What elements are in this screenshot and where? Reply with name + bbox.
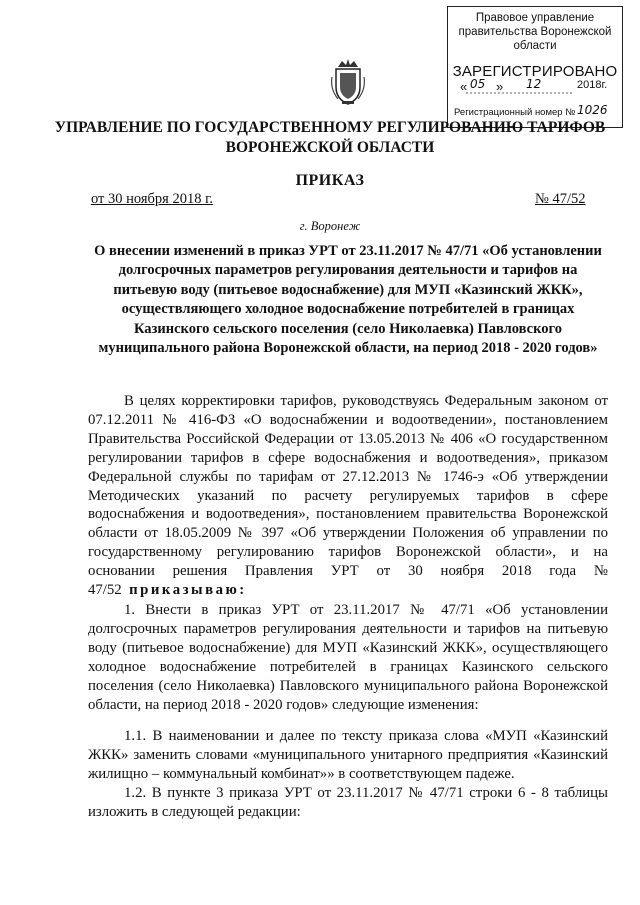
stamp-reg-number xyxy=(454,103,620,118)
order-date: от 30 ноября 2018 г. xyxy=(91,191,214,207)
registration-stamp xyxy=(447,6,623,128)
stamp-registered: ЗАРЕГИСТРИРОВАНО xyxy=(452,63,618,80)
preamble-text: В целях корректировки тарифов, руководствуясь Федеральным законом от 07.12.2011 № 416-ФЗ «О водоснабжении и водоотведении», постановлением Правительства Российской Федерации от 13.05.2013 № 406 «О государственном регулировании тарифов в сфере водоснабжения и водоотведения», приказом Федеральной службы по тарифам от 27.12.2013 № 1746-э «Об утверждении Методических указаний по расчету регулируемых тарифов в сфере водоснабжения и водоотведения», постановлением правительства Воронежской области от 18.05.2009 № 397 «Об утверждении Положения об управлении по государственному регулированию тарифов Воронежской области», и на основании решения Правления УРТ от 30 ноября 2018 года № 47/52 xyxy=(88,393,608,599)
item-1-2: 1.2. В пункте 3 приказа УРТ от 23.11.2017 № 47/71 строки 6 - 8 таблицы изложить в следующей редакции: xyxy=(88,785,608,820)
item-1-1: 1.1. В наименовании и далее по тексту приказа слова «МУП «Казинский ЖКК» заменить словами «муниципального унитарного предприятия «Казинский жилищно – коммунальный комбинат»» в соответствующем падеже. xyxy=(88,728,608,782)
stamp-date-year: 2018г. xyxy=(577,79,608,91)
order-word: приказываю: xyxy=(129,582,247,599)
stamp-date: « 05 » 12 2018г. xyxy=(460,79,616,95)
order-number: № 47/52 xyxy=(535,191,586,207)
stamp-organization: Правовое управление правительства Воронежской области xyxy=(458,12,612,52)
stamp-date-day: 05 xyxy=(470,77,486,91)
stamp-date-month: 12 xyxy=(526,77,542,91)
coat-of-arms-emblem xyxy=(328,57,368,107)
order-subject: О внесении изменений в приказ УРТ от 23.11.2017 № 47/71 «Об установлении долгосрочных параметров регулирования деятельности и тарифов на питьевую воду (питьевое водоснабжение) для МУП «Казинский ЖКК», осуществляющего холодное водоснабжение потребителей в границах Казинского сельского поселения (село Николаевка) Павловского муниципального района Воронежской области, на период 2018 - 2020 годов» xyxy=(94,243,602,357)
document-type: ПРИКАЗ xyxy=(295,172,365,189)
preamble-paragraph xyxy=(88,392,608,600)
organization-title: УПРАВЛЕНИЕ ПО ГОСУДАРСТВЕННОМУ РЕГУЛИРОВАНИЮ ТАРИФОВ ВОРОНЕЖСКОЙ ОБЛАСТИ xyxy=(54,119,606,156)
city: г. Воронеж xyxy=(299,219,361,233)
item-1: 1. Внести в приказ УРТ от 23.11.2017 № 47/71 «Об установлении долгосрочных параметров регулирования деятельности и тарифов на питьевую воду (питьевое водоснабжение) для МУП «Казинский ЖКК», осуществляющего холодное водоснабжение потребителей в границах Казинского сельского поселения (село Николаевка) Павловского муниципального района Воронежской области, на период 2018 - 2020 годов» следующие изменения: xyxy=(88,602,608,713)
stamp-date-underline xyxy=(466,91,616,95)
stamp-reg-value: 1026 xyxy=(577,103,608,117)
stamp-reg-label: Регистрационный номер № xyxy=(454,107,576,118)
